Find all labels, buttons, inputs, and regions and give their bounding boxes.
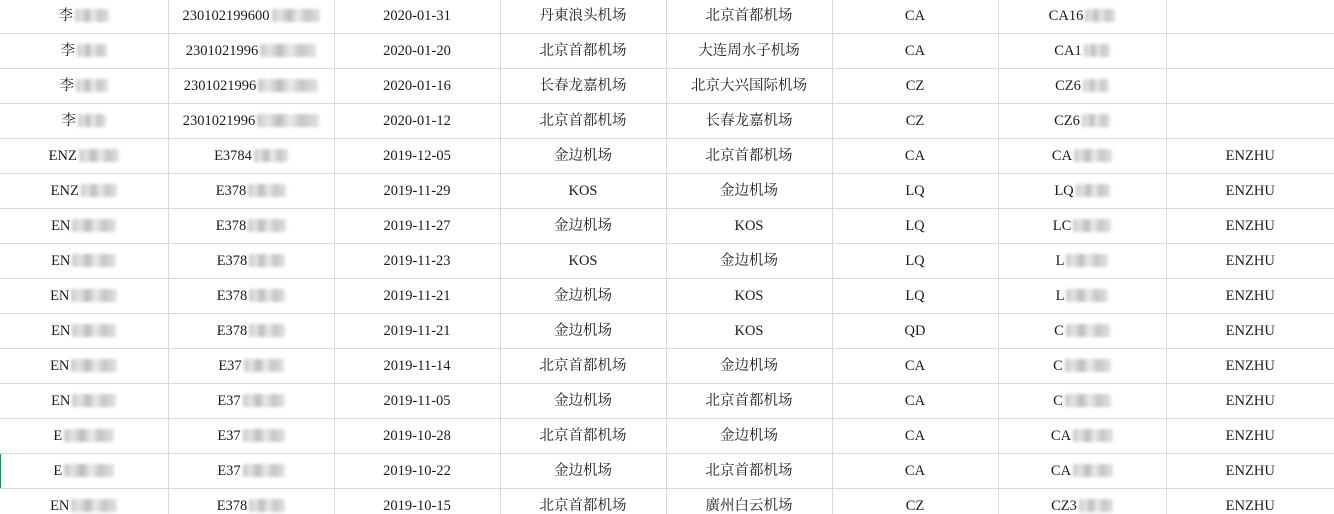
cell-airline-code: QD [832,314,998,349]
redaction-block [78,114,106,127]
cell-airline-code: CA [832,139,998,174]
cell-flight-date: 2019-10-22 [334,454,500,489]
redaction-block [249,499,285,512]
table-row[interactable] [0,104,1334,139]
cell-flight-date: 2020-01-20 [334,34,500,69]
redaction-block [248,219,286,232]
cell-arrival-airport: 金边机场 [666,244,832,279]
cell-passenger-name: EN [0,384,168,419]
redaction-block [77,44,107,57]
cell-arrival-airport: 北京首都机场 [666,0,832,34]
cell-tag: ENZHU [1166,314,1334,349]
cell-departure-airport: KOS [500,174,666,209]
cell-id-number: 2301021996 [168,104,334,139]
table-row[interactable] [0,384,1334,419]
redaction-block [243,429,285,442]
cell-passenger-name: 李 [0,34,168,69]
cell-id-number: E37 [168,384,334,419]
redaction-block [64,429,114,442]
cell-arrival-airport: 金边机场 [666,174,832,209]
cell-passenger-name: ENZ [0,174,168,209]
table-row[interactable] [0,174,1334,209]
table-row[interactable] [0,69,1334,104]
cell-tag: ENZHU [1166,244,1334,279]
cell-tag [1166,34,1334,69]
redaction-block [72,394,116,407]
cell-passenger-name: 李 [0,104,168,139]
redaction-block [72,219,116,232]
cell-departure-airport: 北京首都机场 [500,104,666,139]
cell-departure-airport: 北京首都机场 [500,34,666,69]
cell-passenger-name: EN [0,489,168,514]
table-row[interactable] [0,314,1334,349]
table-row[interactable] [0,209,1334,244]
cell-airline-code: CA [832,419,998,454]
redaction-block [244,359,284,372]
cell-flight-number: LC [998,209,1166,244]
cell-flight-date: 2020-01-31 [334,0,500,34]
cell-flight-date: 2019-11-23 [334,244,500,279]
redaction-block [272,9,320,22]
cell-flight-number: LQ [998,174,1166,209]
cell-tag: ENZHU [1166,489,1334,514]
table-row[interactable] [0,0,1334,34]
cell-arrival-airport: 长春龙嘉机场 [666,104,832,139]
cell-passenger-name: E [0,454,168,489]
cell-arrival-airport: KOS [666,279,832,314]
redaction-block [1073,464,1113,477]
cell-airline-code: LQ [832,174,998,209]
redaction-block [72,254,116,267]
redaction-block [1073,429,1113,442]
cell-arrival-airport: 大连周水子机场 [666,34,832,69]
cell-tag: ENZHU [1166,454,1334,489]
cell-departure-airport: 北京首都机场 [500,489,666,514]
cell-flight-number: CA [998,139,1166,174]
cell-flight-number: L [998,279,1166,314]
cell-airline-code: CA [832,384,998,419]
cell-flight-number: CA16 [998,0,1166,34]
cell-arrival-airport: 金边机场 [666,419,832,454]
cell-id-number: 230102199600 [168,0,334,34]
cell-id-number: E378 [168,174,334,209]
redaction-block [71,359,117,372]
cell-flight-number: L [998,244,1166,279]
cell-airline-code: CA [832,454,998,489]
table-row[interactable] [0,34,1334,69]
cell-flight-date: 2019-11-21 [334,279,500,314]
cell-flight-date: 2019-12-05 [334,139,500,174]
cell-flight-number: CA [998,454,1166,489]
cell-departure-airport: 北京首都机场 [500,419,666,454]
cell-tag [1166,69,1334,104]
cell-flight-number: CA [998,419,1166,454]
cell-passenger-name: EN [0,244,168,279]
redaction-block [254,149,288,162]
cell-passenger-name: 李 [0,69,168,104]
cell-airline-code: CZ [832,69,998,104]
cell-departure-airport: KOS [500,244,666,279]
cell-id-number: E378 [168,314,334,349]
cell-departure-airport: 金边机场 [500,139,666,174]
cell-passenger-name: E [0,419,168,454]
redaction-block [76,79,108,92]
redaction-block [248,184,286,197]
cell-id-number: 2301021996 [168,69,334,104]
redaction-block [1066,324,1110,337]
cell-tag: ENZHU [1166,279,1334,314]
cell-flight-date: 2020-01-12 [334,104,500,139]
redaction-block [1085,9,1115,22]
cell-flight-number: C [998,349,1166,384]
table-row[interactable] [0,279,1334,314]
cell-airline-code: LQ [832,279,998,314]
cell-id-number: E378 [168,209,334,244]
cell-departure-airport: 金边机场 [500,454,666,489]
cell-passenger-name: ENZ [0,139,168,174]
cell-arrival-airport: 北京大兴国际机场 [666,69,832,104]
redaction-block [1066,254,1108,267]
cell-flight-date: 2019-11-05 [334,384,500,419]
cell-flight-date: 2019-11-14 [334,349,500,384]
cell-airline-code: CZ [832,489,998,514]
cell-flight-date: 2019-11-29 [334,174,500,209]
cell-departure-airport: 北京首都机场 [500,349,666,384]
cell-tag: ENZHU [1166,419,1334,454]
cell-tag: ENZHU [1166,139,1334,174]
cell-id-number: E378 [168,489,334,514]
redaction-block [79,149,119,162]
cell-flight-number: C [998,314,1166,349]
cell-id-number: E37 [168,454,334,489]
table-row[interactable] [0,419,1334,454]
redaction-block [1084,44,1110,57]
cell-arrival-airport: 廣州白云机场 [666,489,832,514]
cell-id-number: E378 [168,244,334,279]
cell-departure-airport: 金边机场 [500,384,666,419]
cell-flight-number: CA1 [998,34,1166,69]
cell-tag: ENZHU [1166,349,1334,384]
redaction-block [71,499,117,512]
cell-airline-code: CA [832,34,998,69]
redaction-block [72,324,116,337]
redaction-block [1083,79,1109,92]
redaction-block [81,184,117,197]
cell-departure-airport: 丹東浪头机场 [500,0,666,34]
redaction-block [1065,394,1111,407]
cell-tag: ENZHU [1166,174,1334,209]
cell-flight-date: 2020-01-16 [334,69,500,104]
redaction-block [75,9,109,22]
redaction-block [243,464,285,477]
cell-departure-airport: 金边机场 [500,279,666,314]
cell-airline-code: LQ [832,209,998,244]
cell-airline-code: CZ [832,104,998,139]
cell-tag [1166,104,1334,139]
cell-id-number: E37 [168,349,334,384]
cell-departure-airport: 金边机场 [500,209,666,244]
cell-flight-date: 2019-11-21 [334,314,500,349]
cell-airline-code: CA [832,0,998,34]
cell-arrival-airport: KOS [666,314,832,349]
cell-arrival-airport: 金边机场 [666,349,832,384]
cell-departure-airport: 长春龙嘉机场 [500,69,666,104]
cell-id-number: E378 [168,279,334,314]
redaction-block [71,289,117,302]
cell-tag [1166,0,1334,34]
cell-airline-code: CA [832,349,998,384]
cell-flight-number: C [998,384,1166,419]
cell-id-number: 2301021996 [168,34,334,69]
redaction-block [1073,219,1111,232]
redaction-block [1079,499,1113,512]
cell-passenger-name: 李 [0,0,168,34]
cell-arrival-airport: 北京首都机场 [666,384,832,419]
cell-flight-date: 2019-10-28 [334,419,500,454]
table-row[interactable] [0,139,1334,174]
cell-flight-number: CZ6 [998,104,1166,139]
cell-passenger-name: EN [0,314,168,349]
cell-passenger-name: EN [0,349,168,384]
redaction-block [249,254,285,267]
redaction-block [249,289,285,302]
cell-passenger-name: EN [0,209,168,244]
redaction-block [1066,289,1108,302]
cell-departure-airport: 金边机场 [500,314,666,349]
cell-tag: ENZHU [1166,384,1334,419]
cell-arrival-airport: 北京首都机场 [666,454,832,489]
redaction-block [249,324,285,337]
cell-id-number: E3784 [168,139,334,174]
cell-arrival-airport: 北京首都机场 [666,139,832,174]
redaction-block [243,394,285,407]
cell-tag: ENZHU [1166,209,1334,244]
redaction-block [257,114,319,127]
redaction-block [1065,359,1111,372]
redaction-block [258,79,318,92]
table-row[interactable] [0,489,1334,514]
cell-id-number: E37 [168,419,334,454]
table-row[interactable] [0,454,1334,489]
redaction-block [260,44,316,57]
cell-flight-number: CZ6 [998,69,1166,104]
cell-passenger-name: EN [0,279,168,314]
redaction-block [64,464,114,477]
cell-flight-date: 2019-10-15 [334,489,500,514]
redaction-block [1082,114,1110,127]
cell-arrival-airport: KOS [666,209,832,244]
cell-flight-date: 2019-11-27 [334,209,500,244]
redaction-block [1076,184,1110,197]
table-row[interactable] [0,349,1334,384]
cell-airline-code: LQ [832,244,998,279]
redaction-block [1074,149,1112,162]
cell-flight-number: CZ3 [998,489,1166,514]
table-row[interactable] [0,244,1334,279]
